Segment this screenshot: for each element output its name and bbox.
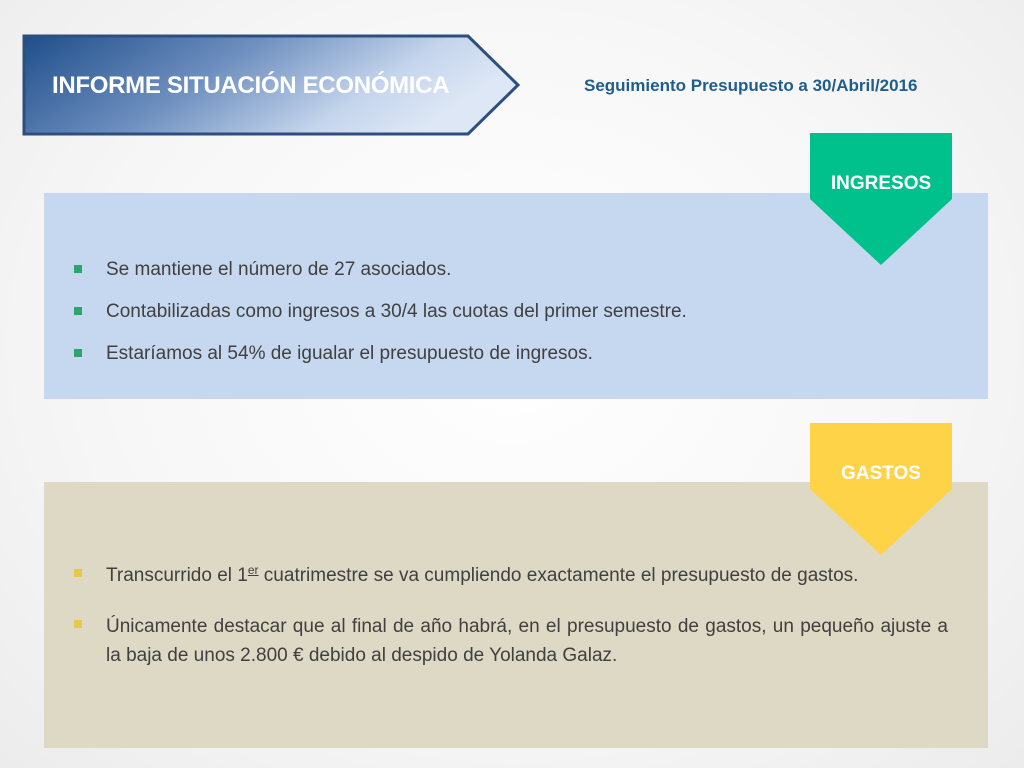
ingresos-tag (810, 133, 952, 267)
list-item-text: Se mantiene el número de 27 asociados. (106, 259, 452, 280)
list-item (74, 561, 948, 590)
bullet-square-icon (74, 620, 82, 628)
list-item-text: Únicamente destacar que al final de año habrá, en el presupuesto de gastos, un pequeño ajuste a la baja de unos 2.800 € debido al despido de Yolanda Galaz. (106, 616, 948, 666)
title-banner (22, 34, 522, 136)
ordinal-suffix: er (247, 563, 259, 577)
list-item-text: Estaríamos al 54% de igualar el presupuesto de ingresos. (106, 343, 593, 364)
ingresos-tag-label: INGRESOS (830, 173, 932, 194)
bullet-square-icon (74, 569, 82, 577)
list-item-text: Contabilizadas como ingresos a 30/4 las cuotas del primer semestre. (106, 301, 687, 322)
gastos-tag-label: GASTOS (841, 463, 921, 484)
gastos-tag-shape (810, 423, 952, 557)
page-subtitle: Seguimiento Presupuesto a 30/Abril/2016 (584, 76, 918, 95)
list-item (74, 299, 794, 325)
list-item (74, 257, 794, 283)
gastos-tag (810, 423, 952, 557)
bullet-square-icon (74, 349, 82, 357)
list-item-text (106, 565, 858, 586)
list-item-text-part: cuatrimestre se va cumpliendo exactamente el presupuesto de gastos. (258, 565, 859, 586)
ingresos-tag-shape (810, 133, 952, 267)
ingresos-list (74, 257, 794, 383)
list-item (74, 341, 794, 367)
gastos-list (74, 561, 948, 692)
bullet-square-icon (74, 307, 82, 315)
list-item (74, 612, 948, 670)
list-item-text-part: Transcurrido el 1 (106, 565, 248, 586)
bullet-square-icon (74, 265, 82, 273)
page-title: INFORME SITUACIÓN ECONÓMICA (52, 72, 450, 99)
